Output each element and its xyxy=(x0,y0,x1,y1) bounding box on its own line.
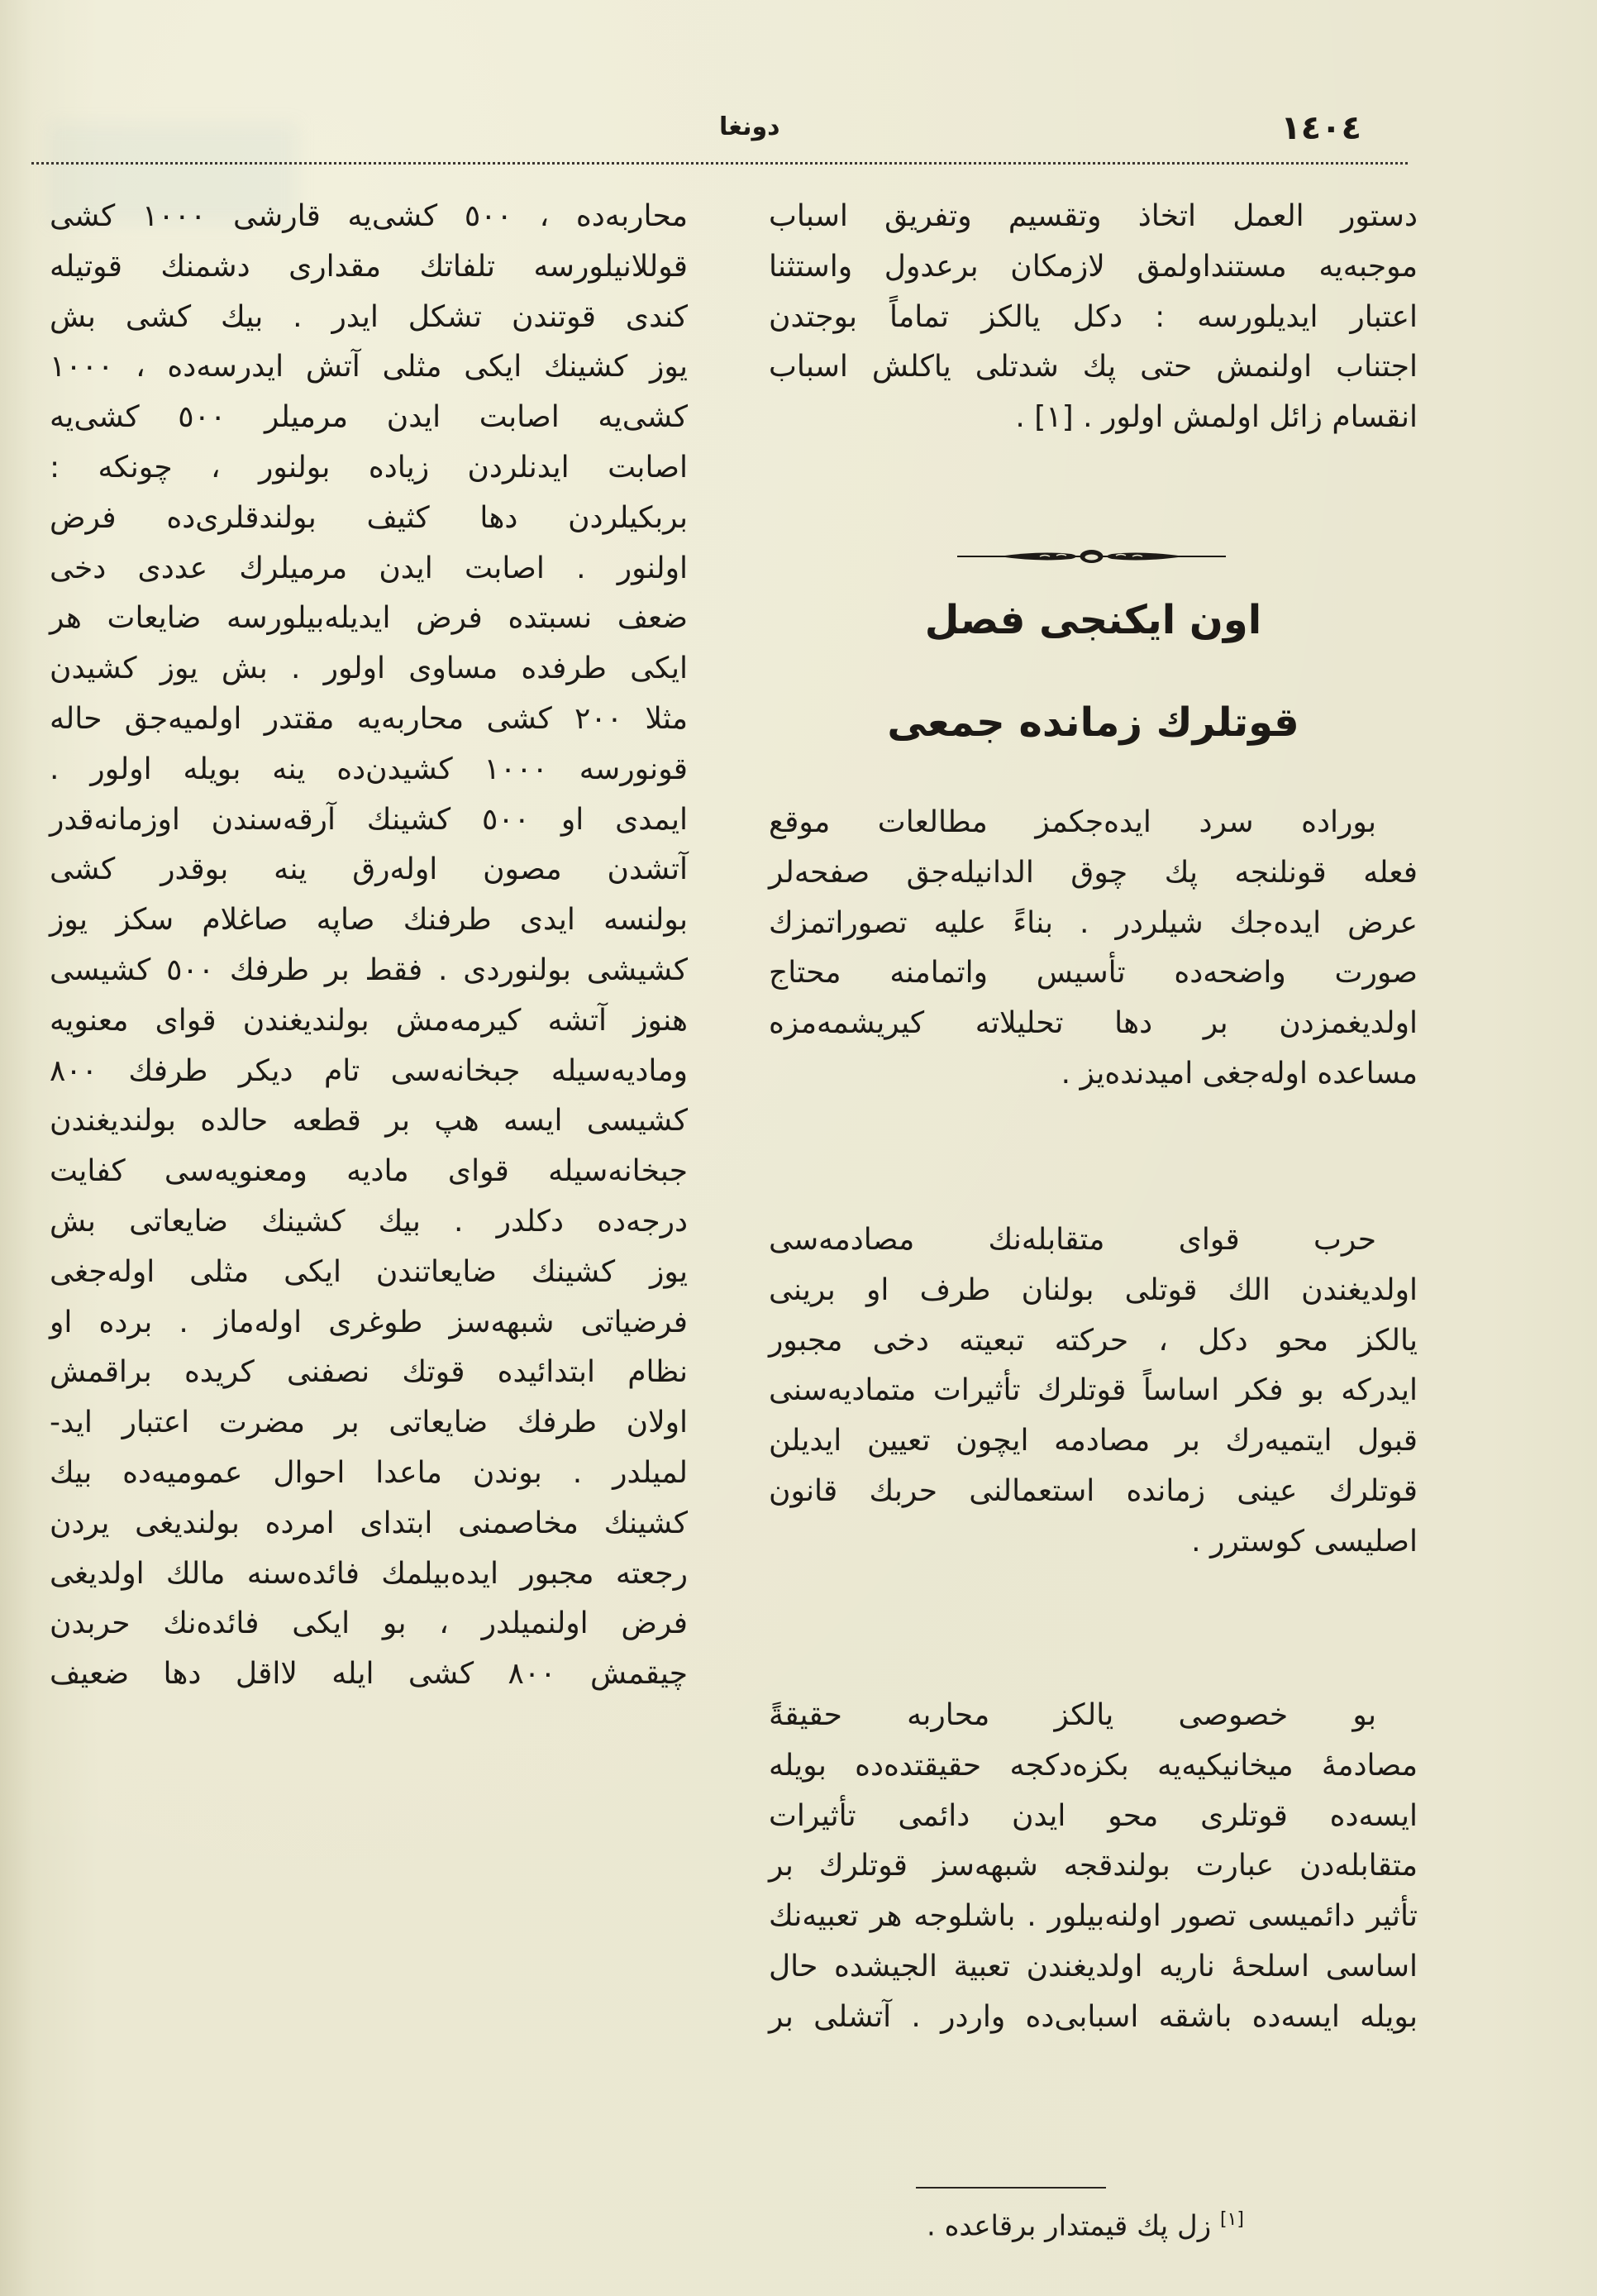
text-line: اجتناب اولنمش حتی پك شدتلی یاكلش اسباب xyxy=(769,350,1418,384)
text-line: قوللانیلورسه تلفاتك مقداری دشمنك قوتیله xyxy=(50,249,688,284)
right-column-paragraph-3 xyxy=(769,1691,1418,2043)
footnote-text: زل پك قیمتدار برقاعده . xyxy=(926,2209,1212,2243)
text-line: اصلیسی كوسترر . xyxy=(1191,1524,1418,1559)
chapter-title: اون ایكنجی فصل xyxy=(924,597,1262,643)
text-line: اصابت ایدنلردن زیاده بولنور ، چونكه : xyxy=(50,450,688,484)
text-line: هنوز آتشه كیرمه‌مش بولندیغندن قوای معنویه xyxy=(50,1003,688,1038)
text-line: كشیشی بولنوردی . فقط بر طرفك ٥٠٠ كشیسی xyxy=(50,952,688,987)
text-line: فرض اولنمیلدر ، بو ایكی فائده‌نك حربدن xyxy=(50,1606,688,1641)
text-line: مثلا ٢٠٠ كشی محاربه‌یه مقتدر اولمیه‌جق حاله xyxy=(50,701,688,736)
page-number: ١٤٠٤ xyxy=(1280,109,1361,147)
text-line: عرض ایده‌جك شیلردر . بناءً علیه تصوراتمزك xyxy=(769,905,1418,940)
footnote-rule xyxy=(916,2187,1106,2189)
text-line: انقسام زائل اولمش اولور . [١] . xyxy=(1015,400,1418,435)
text-line: متقابله‌دن عبارت بولندقجه شبهه‌سز قوتلرك بر xyxy=(769,1849,1418,1883)
text-line: ایمدی او ٥٠٠ كشینك آرقه‌سندن اوزمانه‌قدر xyxy=(50,802,689,837)
text-line: لمیلدر . بوندن ماعدا احوال عمومیه‌ده بیك xyxy=(50,1455,688,1490)
text-line: حرب قوای متقابله‌نك مصادمه‌سی xyxy=(769,1223,1376,1257)
text-line: رجعته مجبور ایده‌بیلمك فائده‌سنه مالك اولدیغی xyxy=(50,1556,688,1591)
text-line: مساعده اوله‌جغی امیدنده‌یز . xyxy=(1061,1056,1418,1091)
right-column-paragraph-2 xyxy=(769,1215,1418,1568)
text-line: كشینك مخاصمنی ابتدای امرده بولندیغی یردن xyxy=(50,1506,688,1540)
text-line: اولدیغمزدن بر دها تحلیلاته كیریشمه‌مزه xyxy=(769,1006,1418,1041)
opening-paragraph xyxy=(769,192,1418,443)
text-line: اساسی اسلحهٔ ناریه اولدیغندن تعبیة الجیشده حال xyxy=(769,1949,1418,1983)
footnote-marker: [١] xyxy=(1219,2209,1244,2230)
right-column-opening-paragraph xyxy=(769,192,1418,443)
text-line: كندی قوتندن تشكل ایدر . بیك كشی بش xyxy=(50,299,688,334)
text-line: بویله ایسه‌ده باشقه اسبابی‌ده واردر . آتشلی بر xyxy=(769,1999,1418,2034)
right-column-paragraph-1 xyxy=(769,798,1418,1100)
text-line: ایسه‌ده قوتلری محو ایدن دائمی تأثیرات xyxy=(769,1798,1418,1833)
text-line: یالكز محو دكل ، حركته تبعیته دخی مجبور xyxy=(769,1323,1418,1358)
text-line: جبخانه‌سیله قوای مادیه ومعنویه‌سی كفایت xyxy=(50,1154,688,1189)
text-line: ایكی طرفده مساوی اولور . بش یوز كشیدن xyxy=(50,652,688,686)
text-line: بولنسه ایدی طرفنك صاپه صاغلام سكز یوز xyxy=(50,903,688,938)
text-line: بوراده سرد ایده‌جكمز مطالعات موقع xyxy=(769,805,1376,839)
text-line: دستور العمل اتخاذ وتقسيم وتفريق اسباب xyxy=(769,199,1418,233)
text-line: درجه‌ده دكلدر . بیك كشینك ضایعاتی بش xyxy=(50,1204,688,1239)
text-line: چیقمش ٨٠٠ كشی ایله لااقل دها ضعیف xyxy=(50,1657,688,1692)
text-line: صورت واضحه‌ده تأسیس واتمامنه محتاج xyxy=(769,956,1418,990)
section-title: قوتلرك زمانده جمعی xyxy=(887,699,1299,746)
text-line: اولدیغندن الك قوتلی بولنان طرف او برینی xyxy=(769,1272,1418,1307)
text-line: آتشدن مصون اوله‌رق ینه بوقدر كشی xyxy=(50,852,688,887)
text-line: مصادمهٔ میخانیكیه‌یه بكزه‌دكجه حقیقتده‌ده بویله xyxy=(769,1748,1418,1783)
text-line: قبول ایتمیه‌رك بر مصادمه ایچون تعیین ایدیلن xyxy=(769,1424,1418,1458)
page-header xyxy=(0,98,1597,147)
section-divider-ornament xyxy=(957,549,1226,564)
text-line: موجبه‌یه مستنداولمق لازمكان برعدول واستثنا xyxy=(769,249,1418,284)
text-line: اولان طرفك ضایعاتی بر مضرت اعتبار اید- xyxy=(50,1406,688,1440)
paragraph xyxy=(769,1215,1418,1568)
running-title: دونغا xyxy=(719,112,780,141)
text-line: فرضیاتی شبهه‌سز طوغری اوله‌ماز . برده او xyxy=(50,1305,688,1339)
text-line: بربكیلردن دها كثیف بولندقلری‌ده فرض xyxy=(50,500,688,535)
footnote xyxy=(769,2209,1418,2242)
header-dotted-rule xyxy=(31,162,1408,165)
text-line: یوز كشینك ایكی مثلی آتش ایدرسه‌ده ، ١٠٠٠ xyxy=(50,350,688,384)
text-line: محاربه‌ده ، ٥٠٠ كشی‌یه قارشی ١٠٠٠ كشی xyxy=(50,199,688,233)
paragraph xyxy=(50,192,688,1700)
text-line: بو خصوصی یالكز محاربه حقیقةً xyxy=(769,1698,1376,1732)
text-line: قوتلرك عینی زمانده استعمالنی حربك قانون xyxy=(769,1473,1418,1508)
text-line: تأثیر دائمیسی تصور اولنه‌بیلور . باشلوجه هر تعبیه‌نك xyxy=(769,1899,1418,1934)
text-line: ومادیه‌سیله جبخانه‌سی تام دیكر طرفك ٨٠٠ xyxy=(50,1053,688,1088)
text-line: كشیسی ایسه هپ بر قطعه حالده بولندیغندن xyxy=(50,1104,688,1138)
paragraph xyxy=(769,1691,1418,2043)
text-line: نظام ابتدائیده قوتك نصفنی كریده براقمش xyxy=(50,1355,688,1390)
text-line: یوز كشینك ضایعاتندن ایكی مثلی اوله‌جغی xyxy=(50,1254,688,1289)
text-line: قونورسه ١٠٠٠ كشیدن‌ده ینه بویله اولور . xyxy=(50,752,689,786)
text-line: ضعف نسبتده فرض ایدیله‌بیلورسه ضایعات هر xyxy=(50,601,688,636)
text-line: اعتبار ایدیلورسه : دكل یالكز تماماً بوجتدن xyxy=(769,299,1418,334)
paragraph xyxy=(769,798,1418,1100)
text-line: ایدركه بو فكر اساساً قوتلرك تأثیرات متمادیه‌سنی xyxy=(769,1373,1418,1408)
left-column xyxy=(50,192,688,1700)
text-line: فعله قونلنجه پك چوق الدانیله‌جق صفحه‌لر xyxy=(769,855,1418,890)
text-line: اولنور . اصابت ایدن مرمیلرك عددی دخی xyxy=(50,551,688,585)
text-line: كشی‌یه اصابت ایدن مرمیلر ٥٠٠ كشی‌یه xyxy=(50,400,688,435)
